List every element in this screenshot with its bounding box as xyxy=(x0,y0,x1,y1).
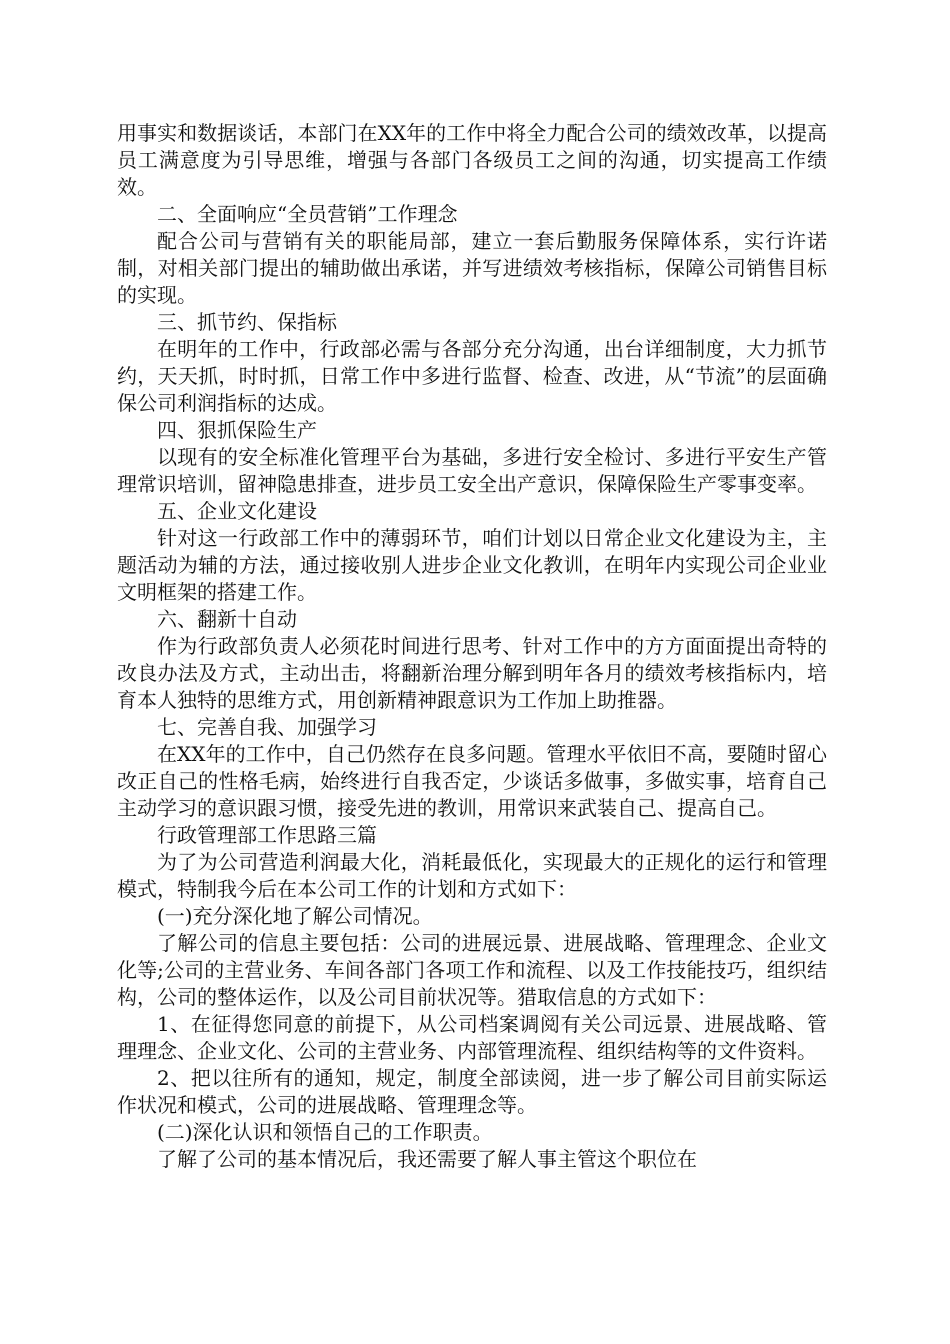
document-subtitle: 行政管理部工作思路三篇 xyxy=(157,823,377,847)
document-body xyxy=(117,120,827,1173)
list-item: 1、在征得您同意的前提下，从公司档案调阅有关公司远景、进展战略、管理理念、企业文化、公司的主营业务、内部管理流程、组织结构等的文件资料。 xyxy=(117,1012,827,1063)
section-heading: 三、抓节约、保指标 xyxy=(157,310,337,334)
section-heading: 四、狠抓保险生产 xyxy=(157,418,317,442)
section-heading: 五、企业文化建设 xyxy=(157,499,317,523)
paragraph: 在明年的工作中，行政部必需与各部分充分沟通，出台详细制度，大力抓节约，天天抓，时时抓，日常工作中多进行监督、检查、改进，从“节流”的层面确保公司利润指标的达成。 xyxy=(117,337,827,415)
section-heading: 七、完善自我、加强学习 xyxy=(157,715,377,739)
paragraph: 为了为公司营造利润最大化，消耗最低化，实现最大的正规化的运行和管理模式，特制我今后在本公司工作的计划和方式如下： xyxy=(117,850,827,901)
paragraph: 配合公司与营销有关的职能局部，建立一套后勤服务保障体系，实行许诺制，对相关部门提出的辅助做出承诺，并写进绩效考核指标，保障公司销售目标的实现。 xyxy=(117,229,827,307)
section-heading: 六、翻新十自动 xyxy=(157,607,297,631)
list-item: 2、把以往所有的通知，规定，制度全部读阅，进一步了解公司目前实际运作状况和模式，公司的进展战略、管理理念等。 xyxy=(117,1066,827,1117)
paragraph: 以现有的安全标准化管理平台为基础，多进行安全检讨、多进行平安生产管理常识培训，留神隐患排查，进步员工安全出产意识，保障保险生产零事变率。 xyxy=(117,445,827,496)
paragraph: 用事实和数据谈话，本部门在XX年的工作中将全力配合公司的绩效改革，以提高员工满意度为引导思维，增强与各部门各级员工之间的沟通，切实提高工作绩效。 xyxy=(117,121,827,199)
paragraph: 针对这一行政部工作中的薄弱环节，咱们计划以日常企业文化建设为主，主题活动为辅的方法，通过接收别人进步企业文化教训，在明年内实现公司企业业文明框架的搭建工作。 xyxy=(117,526,827,604)
section-heading: (二)深化认识和领悟自己的工作职责。 xyxy=(157,1120,493,1144)
paragraph: 了解公司的信息主要包括：公司的进展远景、进展战略、管理理念、企业文化等;公司的主营业务、车间各部门各项工作和流程、以及工作技能技巧，组织结构，公司的整体运作，以及公司目前状况等。猎取信息的方式如下： xyxy=(117,931,827,1009)
paragraph: 作为行政部负责人必须花时间进行思考、针对工作中的方方面面提出奇特的改良办法及方式，主动出击，将翻新治理分解到明年各月的绩效考核指标内，培育本人独特的思维方式，用创新精神跟意识为工作加上助推器。 xyxy=(117,634,827,712)
paragraph: 在XX年的工作中，自己仍然存在良多问题。管理水平依旧不高，要随时留心改正自己的性格毛病，始终进行自我否定，少谈话多做事，多做实事，培育自己主动学习的意识跟习惯，接受先进的教训，用常识来武装自己、提高自己。 xyxy=(117,742,827,820)
section-heading: 二、全面响应“全员营销”工作理念 xyxy=(157,202,458,226)
section-heading: (一)充分深化地了解公司情况。 xyxy=(157,904,433,928)
paragraph: 了解了公司的基本情况后，我还需要了解人事主管这个职位在 xyxy=(157,1147,697,1171)
